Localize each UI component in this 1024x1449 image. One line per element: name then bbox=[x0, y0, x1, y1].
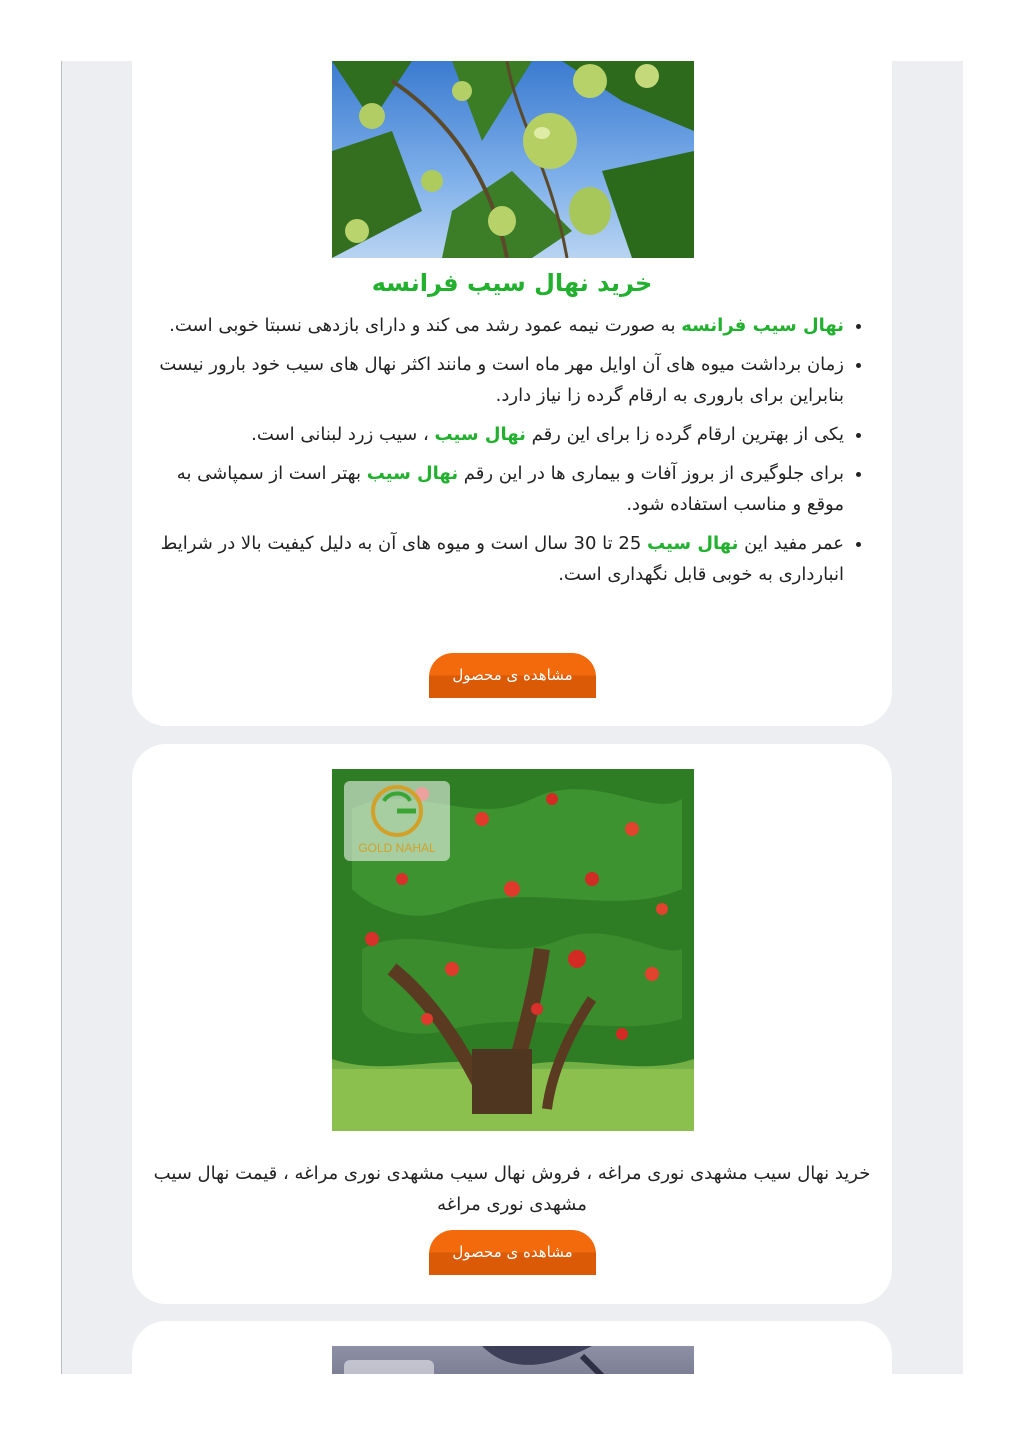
logo-emblem-icon bbox=[344, 781, 450, 841]
product-card-french-apple bbox=[132, 61, 892, 726]
view-product-button[interactable]: مشاهده ی محصول bbox=[429, 653, 596, 698]
feature-item bbox=[146, 310, 844, 341]
feature-list bbox=[146, 310, 864, 598]
product-image-red-apples[interactable] bbox=[332, 769, 694, 1131]
view-product-button[interactable]: مشاهده ی محصول bbox=[429, 1230, 596, 1275]
product-image-partial[interactable] bbox=[332, 1346, 694, 1374]
feature-text: عمر مفید این bbox=[738, 533, 844, 554]
card-title: خرید نهال سیب فرانسه bbox=[371, 269, 653, 297]
feature-text: برای جلوگیری از بروز آفات و بیماری ها در این رقم bbox=[458, 463, 844, 484]
feature-text: به صورت نیمه عمود رشد می کند و دارای بازدهی نسبتا خوبی است. bbox=[169, 315, 682, 336]
feature-text: بهتر است از سمپاشی به موقع و مناسب استفاده شود. bbox=[176, 463, 844, 515]
feature-text: 25 تا 30 سال است و میوه های آن به دلیل کیفیت بالا در شرایط انبارداری به خوبی قابل نگهداری است. bbox=[160, 533, 844, 585]
feature-text: یکی از بهترین ارقام گرده زا برای این رقم bbox=[525, 424, 844, 445]
keyword-link[interactable]: نهال سیب bbox=[366, 463, 459, 484]
partial-tree-illustration bbox=[332, 1346, 694, 1374]
feature-text: زمان برداشت میوه های آن اوایل مهر ماه است و مانند اکثر نهال های سیب خود بارور نیست بنابراین برای باروری به ارقام گرده زا نیاز دارد. bbox=[159, 354, 844, 406]
feature-item bbox=[146, 458, 844, 520]
feature-text: ، سیب زرد لبنانی است. bbox=[251, 424, 435, 445]
product-image-green-apples[interactable] bbox=[332, 61, 694, 258]
product-caption: خرید نهال سیب مشهدی نوری مراغه ، فروش نهال سیب مشهدی نوری مراغه ، قیمت نهال سیب مشهدی نوری مراغه bbox=[153, 1163, 871, 1215]
product-card-mashhadi-apple bbox=[132, 744, 892, 1304]
keyword-link[interactable]: نهال سیب bbox=[647, 533, 739, 554]
product-card-partial bbox=[132, 1321, 892, 1374]
keyword-link[interactable]: نهال سیب bbox=[434, 424, 526, 445]
feature-item bbox=[146, 419, 844, 450]
green-apple-tree-illustration bbox=[332, 61, 694, 258]
page-background bbox=[61, 61, 963, 1374]
feature-item bbox=[146, 528, 844, 590]
gold-nahal-logo bbox=[344, 781, 450, 861]
keyword-link[interactable]: نهال سیب فرانسه bbox=[681, 315, 844, 336]
feature-item bbox=[146, 349, 844, 411]
logo-text: GOLD NAHAL bbox=[358, 841, 436, 855]
